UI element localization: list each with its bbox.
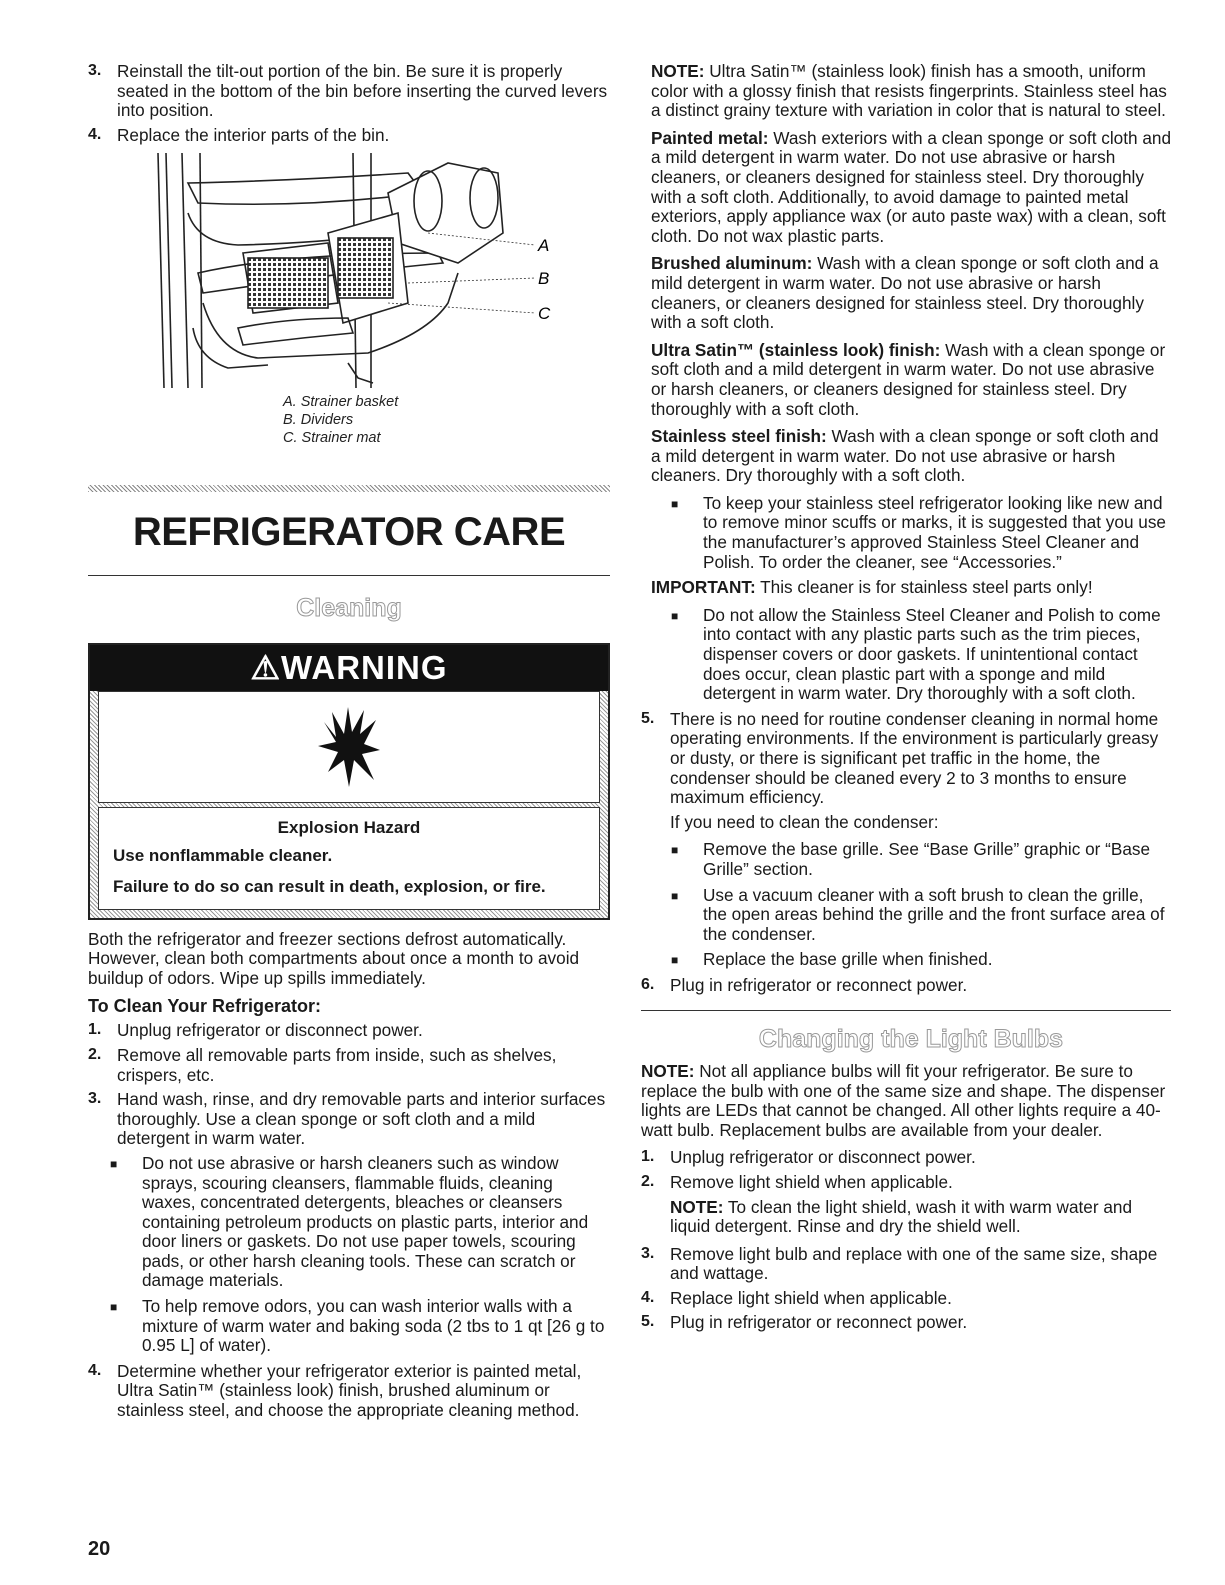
step-text: Remove all removable parts from inside, such as shelves, crispers, etc.	[117, 1044, 557, 1085]
bullet-text: Do not allow the Stainless Steel Cleaner and Polish to come into contact with any plastic parts such as the trim pieces, dispenser covers or door gaskets. If unintentional contact does occur, clean plastic part with a sponge and mild detergent in warm water. Dry thoroughly with a soft cloth.	[703, 604, 1161, 704]
list-item	[88, 62, 610, 121]
step-text: Replace the interior parts of the bin.	[117, 124, 390, 145]
note-paragraph	[641, 1062, 1171, 1140]
bullet-square-icon: ■	[671, 843, 679, 858]
callout-c: C	[538, 304, 551, 324]
note-paragraph	[651, 62, 1171, 121]
list-item	[88, 1046, 610, 1085]
note-label: NOTE:	[641, 1060, 695, 1081]
brushed-aluminum-paragraph	[651, 254, 1171, 332]
term-text: Wash with a clean sponge or soft cloth and a mild detergent in warm water. Do not use abrasive or harsh cleaners, or cleaners designed for stainless steel. Dry thoroughly with a soft cloth.	[651, 339, 1166, 419]
explosion-icon	[98, 691, 600, 803]
bullet-item	[110, 1154, 610, 1291]
stainless-paragraph	[651, 427, 1171, 486]
title-rule	[88, 575, 610, 576]
painted-metal-paragraph	[651, 129, 1171, 247]
step-number: 3.	[641, 1244, 655, 1262]
page-title: REFRIGERATOR CARE	[132, 510, 566, 555]
important-label: IMPORTANT:	[651, 577, 756, 598]
bullet-square-icon: ■	[671, 953, 679, 968]
bullet-square-icon: ■	[671, 496, 679, 511]
section-rule	[641, 1010, 1171, 1011]
bullet-text: Do not use abrasive or harsh cleaners such as window sprays, scouring cleansers, flammable fluids, cleaning waxes, concentrated detergents, bleaches or cleansers containing petroleum products on plastic parts, interior and door liners or gaskets. Do not use paper towels, scouring pads, or other harsh cleaning tools. These can scratch or damage materials.	[142, 1152, 589, 1291]
step-text: Replace light shield when applicable.	[670, 1287, 952, 1308]
note-text: To clean the light shield, wash it with warm water and liquid detergent. Rinse and dry the shield well.	[670, 1196, 1133, 1237]
term-label: Stainless steel finish:	[651, 426, 827, 447]
condenser-intro: If you need to clean the condenser:	[670, 811, 939, 832]
ultra-satin-paragraph	[651, 341, 1171, 419]
important-text: This cleaner is for stainless steel parts only!	[755, 577, 1093, 598]
step-number: 2.	[88, 1045, 102, 1063]
left-column	[88, 62, 610, 1426]
list-item	[88, 1362, 610, 1421]
term-text: Wash with a clean sponge or soft cloth and a mild detergent in warm water. Do not use abrasive or harsh cleaners. Dry thoroughly with a soft cloth.	[651, 426, 1159, 486]
note-label: NOTE:	[670, 1196, 724, 1217]
list-item	[641, 1173, 1171, 1193]
list-item	[88, 1090, 610, 1149]
section-heading: Changing the Light Bulbs	[758, 1024, 1064, 1053]
warning-line: Use nonflammable cleaner.	[113, 846, 333, 866]
term-text: Wash exteriors with a clean sponge or soft cloth and a mild detergent in warm water. Do not use abrasive or harsh cleaners, or cleaners designed for stainless steel. Dry thoroughly with a soft cloth. Additionally, to avoid damage to painted metal exteriors, apply appliance wax (or auto paste wax) with a clean, soft cloth. Do not wax plastic parts.	[651, 127, 1172, 246]
step-text: Plug in refrigerator or reconnect power.	[670, 975, 968, 996]
term-label: Painted metal:	[651, 127, 769, 148]
step-text: Determine whether your refrigerator exterior is painted metal, Ultra Satin™ (stainless look) finish, brushed aluminum or stainless steel, and choose the appropriate cleaning method.	[117, 1360, 582, 1421]
callout-a: A	[538, 236, 550, 256]
bullet-text: To help remove odors, you can wash interior walls with a mixture of warm water and baking soda (2 tbs to 1 qt [26 g to 0.95 L] of water).	[142, 1296, 605, 1356]
bullet-item	[671, 606, 1171, 704]
warning-banner: ⚠WARNING	[90, 645, 608, 691]
step-number: 1.	[88, 1021, 102, 1039]
page-number: 20	[88, 1538, 111, 1560]
note-text: Ultra Satin™ (stainless look) finish has a smooth, uniform color with a glossy finish that resists fingerprints. Stainless steel has a distinct grainy texture with variation in color that is natural to steel.	[651, 61, 1167, 121]
list-item	[641, 710, 1171, 808]
bullet-square-icon: ■	[110, 1300, 118, 1315]
step-text: Remove light bulb and replace with one of the same size, shape and wattage.	[670, 1243, 1158, 1284]
bullet-text: Use a vacuum cleaner with a soft brush to clean the grille, the open areas behind the grille and the front surface area of the condenser.	[703, 884, 1165, 944]
term-text: Wash with a clean sponge or soft cloth and a mild detergent in warm water. Do not use abrasive or harsh cleaners, or cleaners designed for stainless steel. Dry thoroughly with a soft cloth.	[651, 253, 1159, 333]
right-column	[641, 61, 1172, 1338]
step-text: Unplug refrigerator or disconnect power.	[670, 1147, 976, 1168]
note-paragraph	[670, 1198, 1171, 1237]
caption: C. Strainer mat	[283, 430, 381, 447]
list-item	[88, 126, 610, 146]
bin-drawing	[88, 153, 610, 393]
subheading: To Clean Your Refrigerator:	[88, 996, 322, 1017]
bullet-item	[671, 840, 1171, 879]
hazard-title: Explosion Hazard	[277, 818, 421, 838]
bullet-text: To keep your stainless steel refrigerator looking like new and to remove minor scuffs or marks, it is suggested that you use the manufacturer’s approved Stainless Steel Cleaner and Polish. To order the cleaner, see “Accessories.”	[703, 492, 1166, 572]
list-item	[641, 976, 1171, 996]
warning-line: Failure to do so can result in death, explosion, or fire.	[113, 876, 546, 896]
section-divider	[88, 485, 610, 492]
bullet-item	[671, 886, 1171, 945]
caption: B. Dividers	[283, 412, 354, 429]
bullet-square-icon: ■	[671, 888, 679, 903]
bullet-square-icon: ■	[671, 608, 679, 623]
list-item	[641, 1313, 1171, 1333]
step-number: 2.	[641, 1172, 655, 1190]
caption: A. Strainer basket	[283, 394, 399, 411]
bullet-item	[671, 950, 1171, 970]
step-number: 4.	[88, 1361, 102, 1379]
step-number: 3.	[88, 1090, 102, 1108]
intro-paragraph: Both the refrigerator and freezer sections defrost automatically. However, clean both compartments about once a month to avoid buildup of odors. Wipe up spills immediately.	[88, 928, 580, 988]
important-paragraph	[651, 578, 1171, 598]
step-number: 6.	[641, 976, 655, 994]
bullet-text: Replace the base grille when finished.	[703, 949, 993, 970]
step-text: Reinstall the tilt-out portion of the bin. Be sure it is properly seated in the bottom of the bin before inserting the curved levers into position.	[117, 61, 608, 121]
bullet-text: Remove the base grille. See “Base Grille” graphic or “Base Grille” section.	[703, 839, 1151, 879]
step-number: 1.	[641, 1148, 655, 1166]
callout-b: B	[538, 269, 550, 289]
warning-box	[88, 643, 610, 919]
step-number: 5.	[641, 1313, 655, 1331]
step-text: There is no need for routine condenser cleaning in normal home operating environments. If the environment is particularly greasy or dusty, or there is significant pet traffic in the home, the condenser should be cleaned every 2 to 3 months to ensure maximum efficiency.	[670, 708, 1159, 808]
step-number: 5.	[641, 709, 655, 727]
step-text: Plug in refrigerator or reconnect power.	[670, 1312, 968, 1333]
term-label: Ultra Satin™ (stainless look) finish:	[651, 339, 941, 360]
term-label: Brushed aluminum:	[651, 253, 813, 274]
step-number: 4.	[88, 125, 102, 143]
warning-text	[98, 807, 600, 909]
step-text: Remove light shield when applicable.	[670, 1171, 953, 1192]
list-item	[641, 1148, 1171, 1168]
list-item	[88, 1021, 610, 1041]
list-item	[641, 1289, 1171, 1309]
bullet-item	[110, 1297, 610, 1356]
figure-captions	[283, 393, 610, 447]
strainer-illustration	[88, 153, 610, 393]
step-number: 4.	[641, 1288, 655, 1306]
step-text: Hand wash, rinse, and dry removable parts and interior surfaces thoroughly. Use a clean sponge or soft cloth and a mild detergent in warm water.	[117, 1089, 606, 1149]
section-heading: Cleaning	[296, 594, 402, 623]
list-item	[641, 1245, 1171, 1284]
bullet-square-icon: ■	[110, 1156, 118, 1171]
bullet-item	[671, 494, 1171, 572]
step-text: Unplug refrigerator or disconnect power.	[117, 1020, 423, 1041]
note-text: Not all appliance bulbs will fit your refrigerator. Be sure to replace the bulb with one of the same size and shape. The dispenser lights are LEDs that cannot be changed. All other lights require a 40-watt bulb. Replacement bulbs are available from your dealer.	[641, 1060, 1166, 1140]
step-number: 3.	[88, 62, 102, 79]
note-label: NOTE:	[651, 61, 705, 81]
